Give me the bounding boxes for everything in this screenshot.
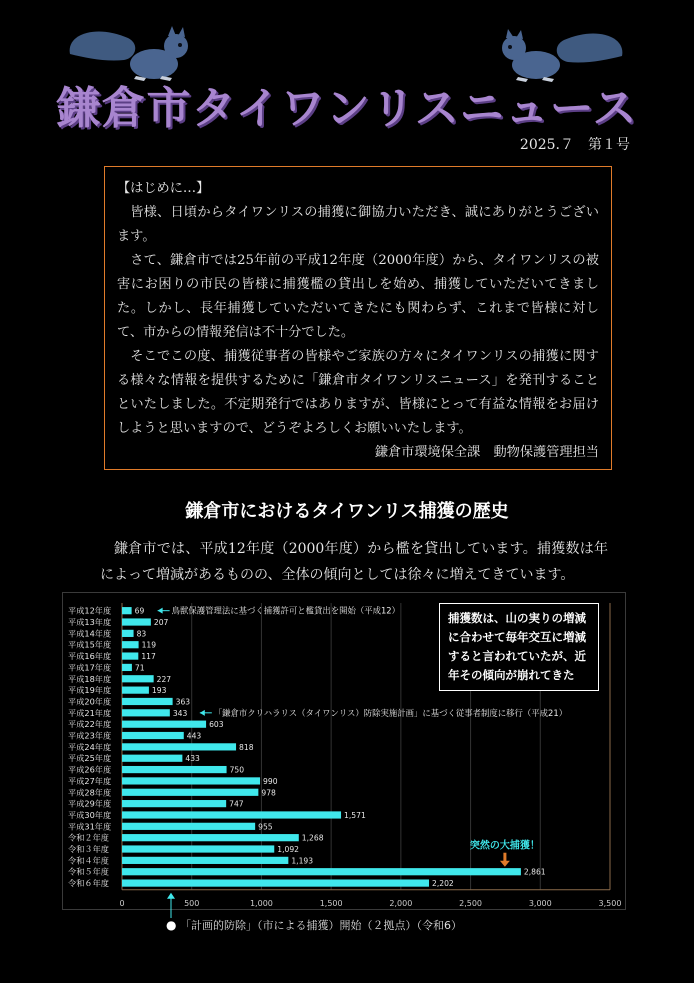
- bar: [122, 675, 154, 682]
- bar-value-label: 119: [141, 640, 157, 650]
- category-label: 平成21年度: [68, 707, 112, 718]
- bar-value-label: 83: [136, 629, 147, 639]
- annotation-arrowhead: [200, 710, 205, 716]
- bar-value-label: 1,193: [291, 856, 314, 866]
- bar-value-label: 117: [141, 652, 156, 662]
- history-title: 鎌倉市におけるタイワンリス捕獲の歴史: [185, 501, 509, 522]
- category-label: 平成15年度: [68, 639, 112, 650]
- bar: [122, 664, 132, 671]
- category-label: 平成28年度: [68, 787, 112, 798]
- bar: [122, 845, 274, 852]
- bar-value-label: 363: [175, 697, 191, 707]
- category-label: 平成31年度: [68, 821, 112, 832]
- bar: [122, 687, 149, 694]
- bar-value-label: 978: [261, 788, 276, 798]
- category-label: 平成23年度: [68, 730, 112, 741]
- category-label: 平成12年度: [68, 605, 112, 616]
- masthead-title: 鎌倉市タイワンリスニュース: [56, 83, 638, 134]
- bar: [122, 868, 521, 875]
- annotation-label: 鳥獣保護管理法に基づく捕獲許可と檻貸出を開始（平成12）: [171, 605, 401, 616]
- category-label: 平成14年度: [68, 628, 112, 639]
- bar-value-label: 207: [153, 618, 169, 628]
- bar: [122, 721, 206, 728]
- history-body: 鎌倉市では、平成12年度（2000年度）から檻を貸出しています。捕獲数は年によって増減があるものの、全体の傾向としては徐々に増えてきています。: [100, 541, 608, 583]
- bar: [122, 743, 236, 750]
- category-label: 平成18年度: [68, 673, 112, 684]
- bar: [122, 630, 134, 637]
- x-tick-label: 1,000: [249, 898, 273, 908]
- x-tick-label: 2,500: [459, 898, 483, 908]
- intro-signature: 鎌倉市環境保全課 動物保護管理担当: [374, 445, 599, 460]
- bar: [122, 641, 139, 648]
- bar: [122, 607, 132, 614]
- bar: [122, 879, 429, 886]
- bar-value-label: 343: [172, 708, 188, 718]
- footnote-annotation: [166, 917, 462, 933]
- category-label: 平成22年度: [68, 719, 112, 730]
- annotation-arrowhead: [158, 608, 163, 614]
- category-label: 平成27年度: [68, 775, 112, 786]
- bar-value-label: 69: [134, 606, 145, 616]
- footnote-text: 「計画的防除」（市による捕獲）開始（２拠点）（令和6）: [179, 919, 462, 932]
- intro-paragraph: そこでこの度、捕獲従事者の皆様やご家族の方々にタイワンリスの捕獲に関する様々な情報を提供するために「鎌倉市タイワンリスニュース」を発刊することといたしました。不定期発行ではありますが、皆様にとって有益な情報をお届けしようと思いますので、どうぞよろしくお願いいたします。: [117, 349, 599, 436]
- bar-value-label: 603: [209, 720, 224, 730]
- category-label: 令和５年度: [68, 866, 109, 877]
- annotation-label: 突然の大捕獲！: [469, 840, 540, 852]
- category-label: 平成26年度: [68, 764, 112, 775]
- bar: [122, 732, 184, 739]
- x-tick-label: 2,000: [389, 898, 413, 908]
- bar-value-label: 1,268: [301, 833, 324, 843]
- bar: [122, 823, 255, 830]
- bar: [122, 834, 299, 841]
- bar: [122, 777, 260, 784]
- category-label: 平成13年度: [68, 617, 112, 628]
- bullet-icon: ●: [166, 918, 177, 932]
- category-label: 平成16年度: [68, 651, 112, 662]
- intro-paragraph: 皆様、日頃からタイワンリスの捕獲に御協力いただき、誠にありがとうございます。: [117, 205, 599, 244]
- bar-value-label: 193: [151, 686, 167, 696]
- bar: [122, 800, 226, 807]
- category-label: 平成30年度: [68, 809, 112, 820]
- bar-value-label: 818: [239, 742, 254, 752]
- footnote-arrowhead: [167, 893, 175, 899]
- x-tick-label: 3,000: [528, 898, 552, 908]
- bar: [122, 709, 170, 716]
- bar-value-label: 747: [229, 799, 244, 809]
- bar-value-label: 71: [134, 663, 145, 673]
- bar-value-label: 955: [258, 822, 273, 832]
- bar: [122, 857, 288, 864]
- category-label: 平成17年度: [68, 662, 112, 673]
- bar: [122, 652, 138, 659]
- bar: [122, 755, 182, 762]
- bar: [122, 811, 341, 818]
- bar-value-label: 990: [263, 776, 278, 786]
- category-label: 令和３年度: [68, 844, 109, 855]
- x-tick-label: 3,500: [598, 898, 622, 908]
- category-label: 令和２年度: [68, 832, 109, 843]
- bar-value-label: 2,202: [432, 879, 454, 889]
- category-label: 平成25年度: [68, 753, 112, 764]
- intro-paragraph: さて、鎌倉市では25年前の平成12年度（2000年度）から、タイワンリスの被害にお困りの市民の皆様に捕獲檻の貸出しを始め、捕獲していただいてきました。しかし、長年捕獲していただいてきたにも関わらず、これまで皆様に対して、市からの情報発信は不十分でした。: [117, 253, 599, 340]
- x-tick-label: 1,500: [319, 898, 343, 908]
- category-label: 平成24年度: [68, 741, 112, 752]
- category-label: 令和４年度: [68, 855, 109, 866]
- bar-value-label: 1,092: [277, 845, 300, 855]
- category-label: 平成19年度: [68, 685, 112, 696]
- intro-heading: 【はじめに…】: [117, 181, 210, 196]
- category-label: 平成29年度: [68, 798, 112, 809]
- bar-value-label: 433: [185, 754, 200, 764]
- category-label: 平成20年度: [68, 696, 112, 707]
- bar-value-label: 443: [186, 731, 202, 741]
- chart-note: 捕獲数は、山の実りの増減に合わせて毎年交互に増減すると言われていたが、近年その傾向が崩れてきた: [439, 603, 599, 691]
- bar-value-label: 750: [229, 765, 245, 775]
- x-tick-label: 0: [119, 898, 125, 908]
- issue-number: 2025.７ 第１号: [519, 137, 630, 153]
- bar: [122, 698, 173, 705]
- bar-value-label: 227: [156, 674, 172, 684]
- bar: [122, 618, 151, 625]
- category-label: 令和６年度: [68, 878, 109, 889]
- x-tick-label: 500: [184, 898, 200, 908]
- bar-value-label: 1,571: [344, 810, 366, 820]
- annotation-label: 「鎌倉市クリハラリス（タイワンリス）防除実施計画」に基づく従事者制度に移行（平成21）: [213, 707, 568, 718]
- bar: [122, 766, 227, 773]
- bar-value-label: 2,861: [523, 867, 546, 877]
- annotation-arrowhead: [500, 861, 510, 867]
- bar: [122, 789, 258, 796]
